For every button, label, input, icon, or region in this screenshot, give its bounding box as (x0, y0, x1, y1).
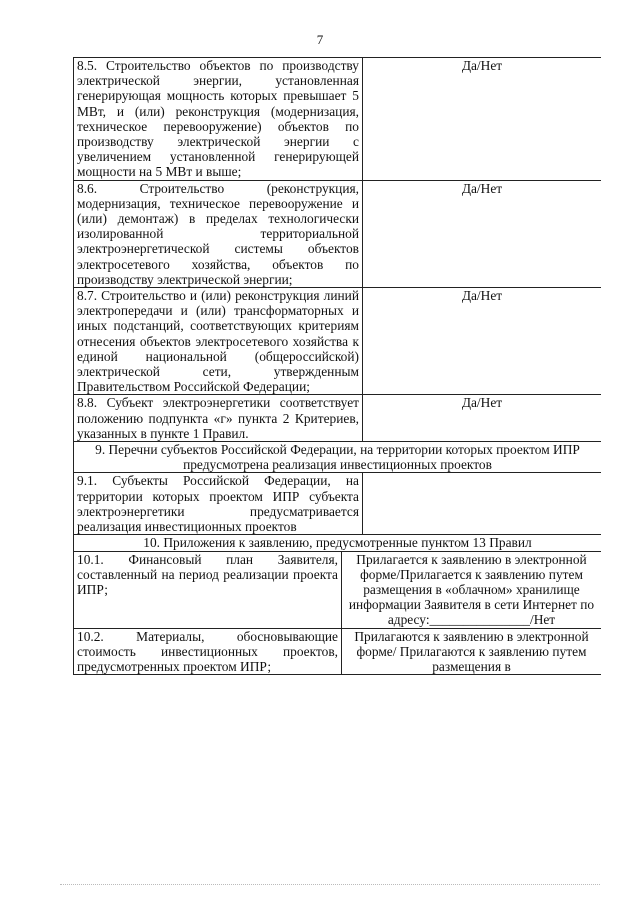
table-row (74, 288, 602, 395)
row-8-7-description: 8.7. Строительство и (или) реконструкция линий электропередачи и (или) трансформаторных и иных подстанций, соответствующих критериям отнесения объектов электросетевого хозяйства к единой национальной (общероссийской) электрической сети, утвержденным Правительством Российской Федерации; (74, 288, 363, 395)
table-row (74, 473, 602, 535)
table-row (74, 395, 602, 442)
row-8-7-value: Да/Нет (363, 288, 602, 395)
application-form-table-area (73, 57, 601, 826)
row-8-5-value: Да/Нет (363, 58, 602, 181)
row-8-8-description: 8.8. Субъект электроэнергетики соответствует положению подпункта «г» пункта 2 Критериев, указанных в пункте 1 Правил. (74, 395, 363, 442)
section-9-heading: 9. Перечни субъектов Российской Федерации, на территории которых проектом ИПР предусмотрена реализация инвестиционных проектов (74, 442, 602, 473)
table-row (74, 551, 602, 628)
row-8-8-value: Да/Нет (363, 395, 602, 442)
page-number: 7 (316, 32, 324, 47)
section-heading-row (74, 442, 602, 473)
row-10-2-description: 10.2. Материалы, обосновывающие стоимость инвестиционных проектов, предусмотренных проектом ИПР; (74, 628, 342, 675)
table-row (74, 628, 602, 675)
section-8-table (73, 57, 601, 442)
row-8-6-description: 8.6. Строительство (реконструкция, модернизация, техническое перевооружение и (или) демонтаж) в пределах технологически изолированной территориальной электроэнергетической системы объектов электросетевого хозяйства, объектов по производству электрической энергии; (74, 180, 363, 287)
row-10-1-description: 10.1. Финансовый план Заявителя, составленный на период реализации проекта ИПР; (74, 551, 342, 628)
section-heading-row (74, 535, 602, 551)
table-row (74, 58, 602, 181)
section-10-heading: 10. Приложения к заявлению, предусмотренные пунктом 13 Правил (74, 535, 602, 551)
row-9-1-value (363, 473, 602, 535)
scan-footer-artifact (60, 884, 600, 889)
section-9-table (73, 441, 601, 535)
table-row (74, 180, 602, 287)
row-8-5-description: 8.5. Строительство объектов по производству электрической энергии, установленная генерирующая мощность которых превышает 5 МВт, и (или) реконструкция (модернизация, техническое перевооружение) объектов по производству электрической энергии с увеличением установленной генерирующей мощности на 5 МВт и выше; (74, 58, 363, 181)
row-10-1-value: Прилагается к заявлению в электронной форме/Прилагается к заявлению путем размещения в «облачном» хранилище информации Заявителя в сети Интернет по адресу:_______________/Нет (342, 551, 602, 628)
row-9-1-description: 9.1. Субъекты Российской Федерации, на территории которых проектом ИПР субъекта электроэнергетики предусматривается реализация инвестиционных проектов (74, 473, 363, 535)
row-8-6-value: Да/Нет (363, 180, 602, 287)
row-10-2-value: Прилагаются к заявлению в электронной форме/ Прилагаются к заявлению путем размещения в (342, 628, 602, 675)
section-10-table (73, 534, 601, 675)
